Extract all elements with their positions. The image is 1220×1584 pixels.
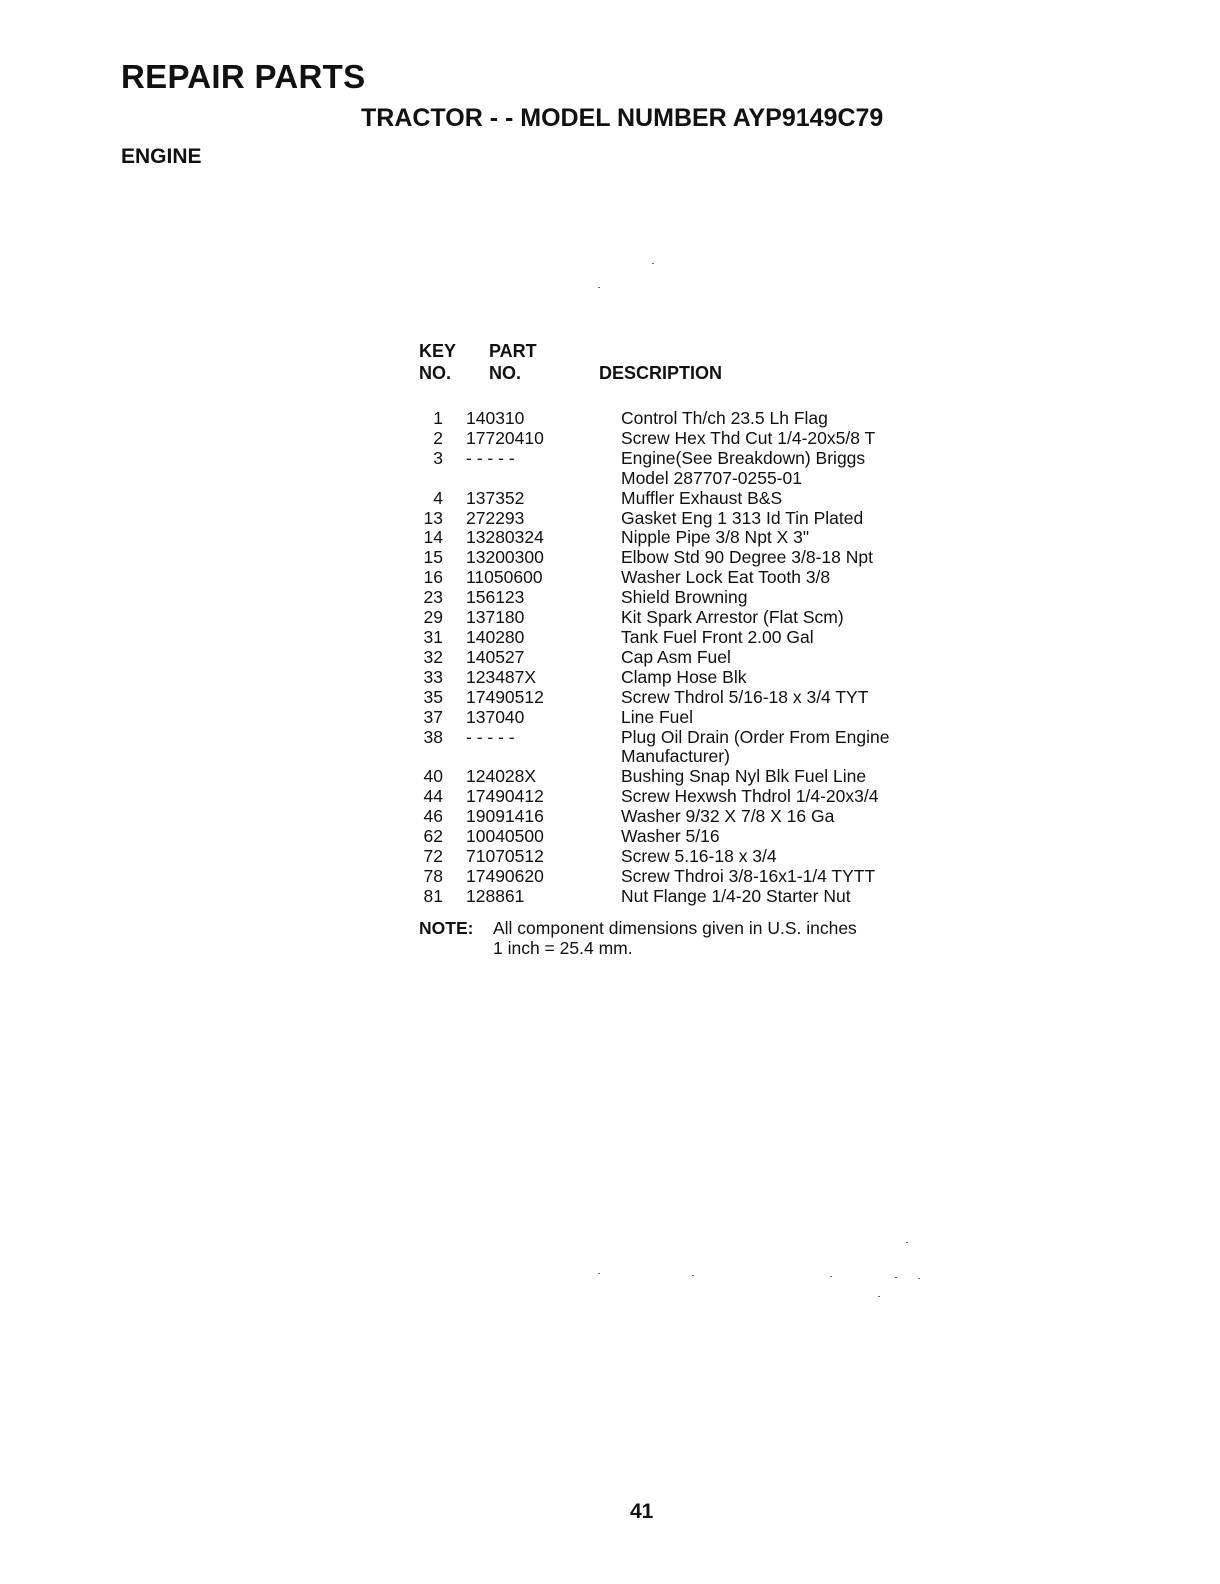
part-description [621,509,951,529]
key-number: 44 [423,786,443,807]
part-number: 124028X [466,766,537,787]
table-row [419,767,939,787]
description-line: Nipple Pipe 3/8 Npt X 3" [621,527,810,548]
part-number: 10040500 [466,826,544,847]
description-line: Gasket Eng 1 313 Id Tin Plated [621,507,864,528]
description-line: Model 287707-0255-01 [621,467,802,488]
part-description [621,588,951,608]
note-label: NOTE: [419,918,474,938]
key-number: 38 [423,726,443,747]
key-number: 4 [433,487,443,508]
parts-table-header [419,340,919,386]
part-column-header-line1: PART [489,341,537,361]
description-line: Nut Flange 1/4-20 Starter Nut [621,885,851,906]
part-description [621,708,951,728]
part-number: 11050600 [466,567,543,588]
part-description [621,767,951,787]
key-number: 16 [423,567,443,588]
part-description [621,867,951,887]
part-number: 19091416 [466,806,544,827]
description-line: Screw Thdrol 5/16-18 x 3/4 TYT [621,686,869,707]
key-number: 46 [423,806,443,827]
description-line: Engine(See Breakdown) Briggs [621,447,866,468]
part-description [621,429,951,449]
part-number: 128861 [466,885,525,906]
scan-speck [906,1242,908,1243]
part-description [621,648,951,668]
part-description [621,728,951,768]
description-line: Elbow Std 90 Degree 3/8-18 Npt [621,547,873,568]
table-row [419,509,939,529]
description-line: Screw 5.16-18 x 3/4 [621,845,777,866]
key-number: 78 [423,865,443,886]
part-number: - - - - - [466,726,515,747]
description-line: Kit Spark Arrestor (Flat Scm) [621,607,844,628]
key-number: 29 [423,607,443,628]
table-row [419,648,939,668]
part-number: - - - - - [466,447,515,468]
parts-table-body [419,409,939,907]
table-row [419,409,939,429]
description-line: Muffler Exhaust B&S [621,487,783,508]
part-number: 17720410 [466,427,544,448]
part-description [621,568,951,588]
scan-speck [878,1296,880,1297]
table-row [419,608,939,628]
table-row [419,548,939,568]
table-row [419,489,939,509]
dimensions-note [419,918,939,958]
scan-speck [598,287,600,288]
table-row [419,588,939,608]
part-description [621,688,951,708]
description-line: Line Fuel [621,706,693,727]
description-line: Clamp Hose Blk [621,666,747,687]
note-text-line2: 1 inch = 25.4 mm. [493,938,633,958]
table-row [419,887,939,907]
key-number: 3 [433,447,443,468]
key-column-header-line2: NO. [419,363,452,383]
scan-speck [895,1277,897,1278]
part-description [621,668,951,688]
part-number: 272293 [466,507,525,528]
part-number: 13280324 [466,527,544,548]
description-line: Shield Browning [621,587,748,608]
description-line: Tank Fuel Front 2.00 Gal [621,626,814,647]
key-number: 37 [423,706,443,727]
part-description [621,449,951,489]
key-number: 14 [423,527,443,548]
part-number: 17490512 [466,686,544,707]
key-number: 40 [423,766,443,787]
key-number: 15 [423,547,443,568]
description-line: Bushing Snap Nyl Blk Fuel Line [621,766,867,787]
key-number: 32 [423,646,443,667]
table-row [419,787,939,807]
description-line: Screw Hexwsh Thdrol 1/4-20x3/4 [621,786,879,807]
part-description [621,409,951,429]
table-row [419,668,939,688]
part-number: 156123 [466,587,525,608]
part-number: 137352 [466,487,525,508]
part-description [621,807,951,827]
description-column-header: DESCRIPTION [599,363,723,383]
key-number: 1 [433,408,443,428]
part-number: 137180 [466,607,525,628]
key-number: 72 [423,845,443,866]
table-row [419,827,939,847]
key-number: 2 [433,427,443,448]
scan-speck [652,263,654,264]
part-description [621,847,951,867]
scan-speck [918,1278,920,1279]
part-number: 13200300 [466,547,544,568]
part-description [621,628,951,648]
table-row [419,708,939,728]
description-line: Cap Asm Fuel [621,646,731,667]
key-number: 31 [423,626,443,647]
part-number: 140527 [466,646,525,667]
table-row [419,847,939,867]
note-text-line1: All component dimensions given in U.S. inches [493,918,857,938]
part-number: 140310 [466,408,525,428]
part-number: 123487X [466,666,537,687]
part-number: 17490412 [466,786,544,807]
scan-speck [830,1276,832,1277]
description-line: Washer 9/32 X 7/8 X 16 Ga [621,806,835,827]
part-description [621,608,951,628]
part-column-header-line2: NO. [489,363,522,383]
page-number: 41 [630,1500,654,1523]
table-row [419,628,939,648]
key-number: 33 [423,666,443,687]
key-number: 35 [423,686,443,707]
description-line: Washer Lock Eat Tooth 3/8 [621,567,831,588]
part-description [621,787,951,807]
key-number: 62 [423,826,443,847]
section-heading: ENGINE [121,145,202,168]
part-number: 137040 [466,706,525,727]
part-description [621,528,951,548]
scan-speck [598,1273,600,1274]
table-row [419,728,939,768]
description-line: Washer 5/16 [621,826,720,847]
part-number: 140280 [466,626,525,647]
model-number-heading: TRACTOR - - MODEL NUMBER AYP9149C79 [361,104,884,132]
part-number: 17490620 [466,865,544,886]
table-row [419,807,939,827]
scan-speck [692,1275,694,1276]
key-number: 13 [423,507,443,528]
description-line: Screw Hex Thd Cut 1/4-20x5/8 T [621,427,876,448]
table-row [419,568,939,588]
part-number: 71070512 [466,845,544,866]
table-row [419,867,939,887]
part-description [621,548,951,568]
key-number: 81 [423,885,443,906]
description-line: Manufacturer) [621,746,730,767]
key-number: 23 [423,587,443,608]
part-description [621,887,951,907]
table-row [419,429,939,449]
table-row [419,688,939,708]
part-description [621,489,951,509]
table-row [419,528,939,548]
description-line: Control Th/ch 23.5 Lh Flag [621,408,828,428]
description-line: Plug Oil Drain (Order From Engine [621,726,890,747]
description-line: Screw Thdroi 3/8-16x1-1/4 TYTT [621,865,876,886]
page-title: REPAIR PARTS [121,58,366,95]
table-row [419,449,939,489]
key-column-header-line1: KEY [419,341,457,361]
part-description [621,827,951,847]
